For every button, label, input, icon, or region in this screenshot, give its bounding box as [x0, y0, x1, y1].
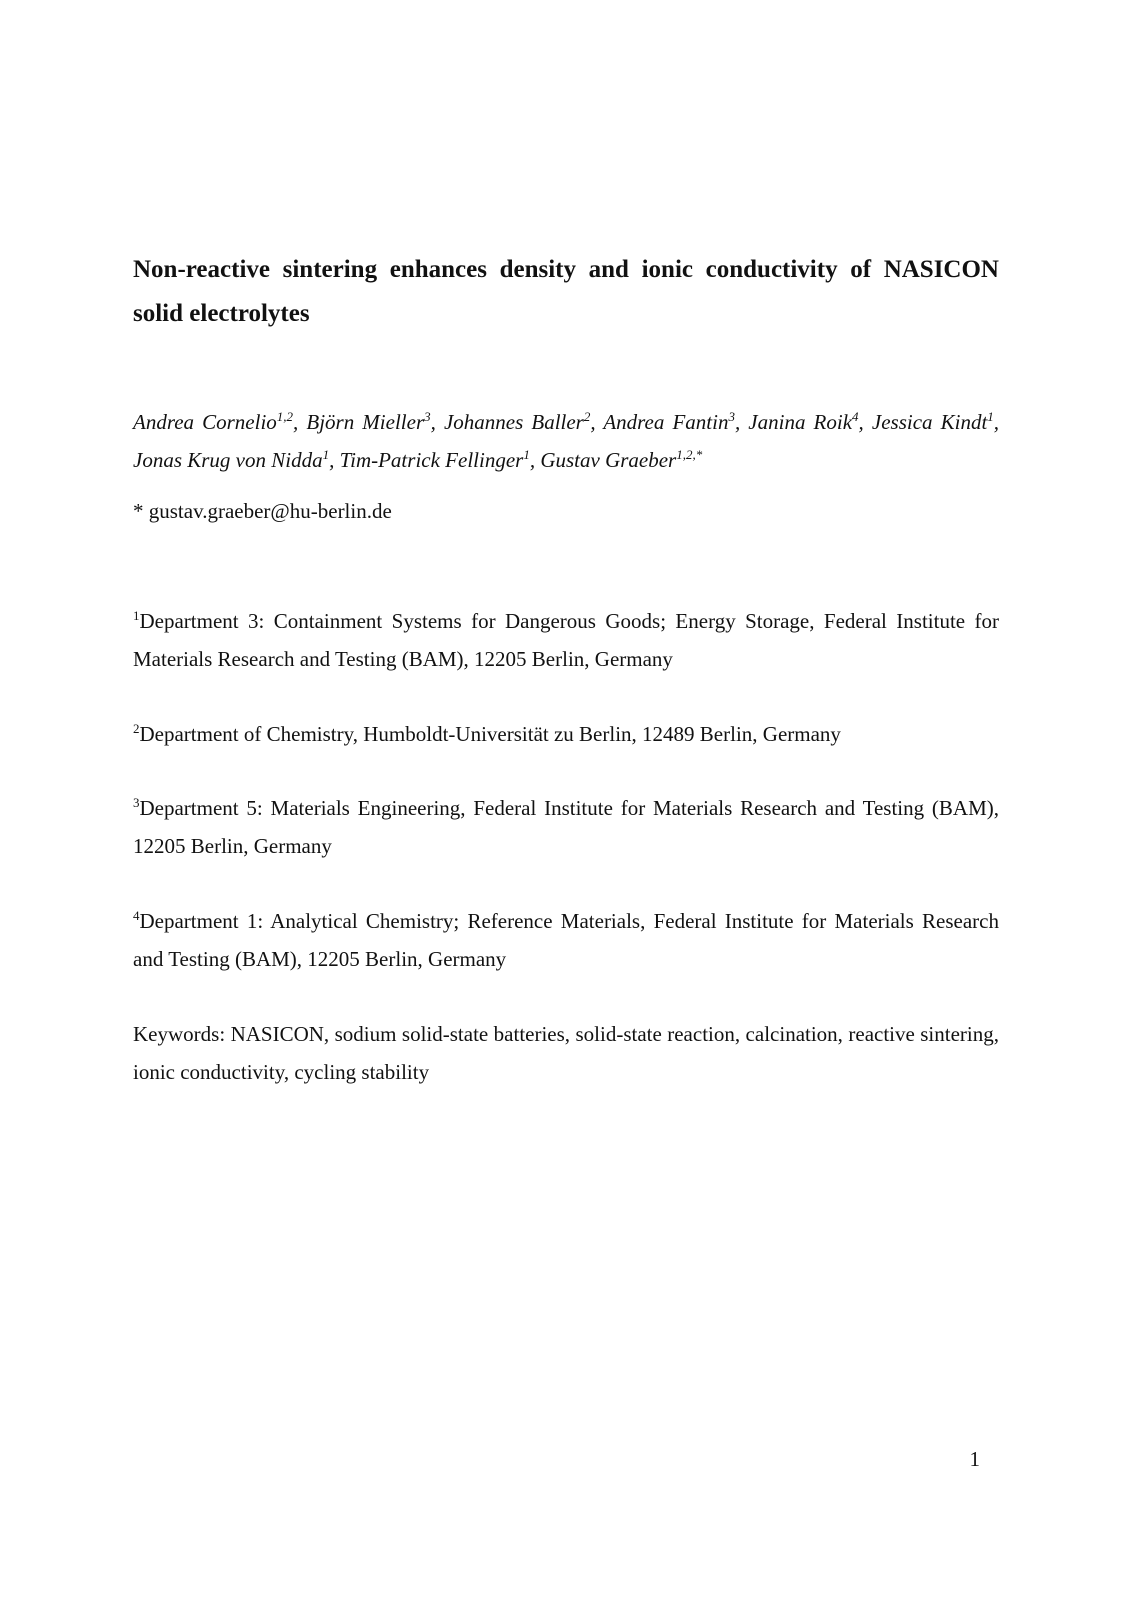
affiliation-text: Department 5: Materials Engineering, Federal Institute for Materials Research and Testing (BAM), 12205 Berlin, Germany [133, 796, 999, 858]
author [133, 448, 340, 472]
author-name: Gustav Graeber [540, 448, 677, 472]
author [133, 410, 306, 434]
author-affiliation-mark: 1,2 [276, 409, 294, 424]
author-affiliation-mark: 1,2,* [676, 447, 703, 462]
affiliation-number: 1 [133, 608, 140, 623]
author-name: Janina Roik [748, 410, 853, 434]
paper-title: Non-reactive sintering enhances density and ionic conductivity of NASICON solid electrolytes [133, 256, 999, 327]
author-name: Björn Mieller [306, 410, 425, 434]
author-affiliation-mark: 4 [852, 409, 859, 424]
affiliation [133, 902, 999, 978]
author-name: Andrea Cornelio [133, 410, 277, 434]
author [306, 410, 444, 434]
author [340, 448, 541, 472]
author-separator: , [858, 410, 872, 434]
author-separator: , [529, 448, 541, 472]
author [444, 410, 603, 434]
affiliation-number: 2 [133, 721, 140, 736]
author [540, 448, 702, 472]
author [748, 410, 872, 434]
affiliation [133, 715, 999, 753]
affiliation [133, 789, 999, 865]
author-name: Johannes Baller [443, 410, 584, 434]
author-separator: , [430, 410, 444, 434]
author-list [133, 403, 999, 479]
author-separator: , [993, 410, 1000, 434]
affiliation-text: Department 3: Containment Systems for Dangerous Goods; Energy Storage, Federal Institute for Materials Research and Testing (BAM), 12205 Berlin, Germany [133, 609, 999, 671]
author-affiliation-mark: 1 [322, 447, 330, 462]
affiliation [133, 602, 999, 678]
affiliation-number: 4 [133, 908, 140, 923]
author-affiliation-mark: 2 [583, 409, 591, 424]
author-name: Andrea Fantin [603, 410, 729, 434]
author [872, 410, 999, 434]
author-separator: , [734, 410, 749, 434]
keywords: Keywords: NASICON, sodium solid-state batteries, solid-state reaction, calcination, reactive sintering, ionic conductivity, cycling stability [133, 1022, 999, 1084]
corresponding-email: * gustav.graeber@hu-berlin.de [133, 499, 392, 523]
affiliation-text: Department of Chemistry, Humboldt-Universität zu Berlin, 12489 Berlin, Germany [139, 722, 841, 746]
affiliation-text: Department 1: Analytical Chemistry; Reference Materials, Federal Institute for Materials Research and Testing (BAM), 12205 Berlin, Germany [133, 909, 999, 971]
author [603, 410, 748, 434]
author-affiliation-mark: 3 [424, 409, 431, 424]
author-name: Tim-Patrick Fellinger [339, 448, 524, 472]
author-name: Jessica Kindt [871, 410, 988, 434]
page-number: 1 [969, 1447, 980, 1471]
author-affiliation-mark: 1 [987, 409, 994, 424]
author-affiliation-mark: 3 [728, 409, 735, 424]
author-affiliation-mark: 1 [523, 447, 530, 462]
author-separator: , [590, 410, 604, 434]
affiliation-number: 3 [133, 795, 140, 810]
author-name: Jonas Krug von Nidda [133, 448, 323, 472]
author-separator: , [329, 448, 340, 472]
author-separator: , [293, 410, 307, 434]
